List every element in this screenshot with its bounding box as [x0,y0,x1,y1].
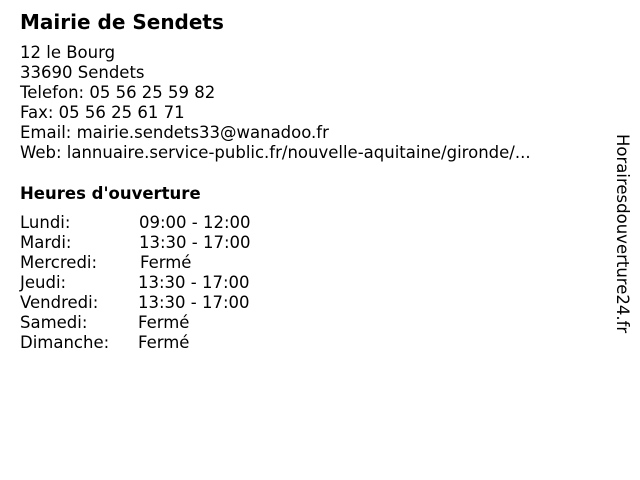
phone-number: Telefon: 05 56 25 59 82 [20,83,216,102]
time-value: 13:30 - 17:00 [139,233,251,252]
opening-hours-heading: Heures d'ouverture [20,184,201,203]
time-value: 09:00 - 12:00 [139,213,251,232]
contact-block [20,43,531,163]
email-address: Email: mairie.sendets33@wanadoo.fr [20,123,329,142]
time-value: 13:30 - 17:00 [138,293,250,312]
time-value: Fermé [138,313,190,332]
hours-row-thursday [20,273,320,293]
hours-row-friday [20,293,320,313]
address-street: 12 le Bourg [20,43,116,62]
hours-row-tuesday [20,233,320,253]
day-label: Mercredi: [20,253,98,272]
hours-row-wednesday [20,253,320,273]
hours-row-monday [20,213,320,233]
watermark-container [612,134,636,374]
day-label: Dimanche: [20,333,110,352]
time-value: Fermé [140,253,192,272]
page-title: Mairie de Sendets [20,10,224,34]
site-watermark: Horairesdouverture24.fr [613,134,632,334]
time-value: Fermé [138,333,190,352]
hours-row-sunday [20,333,320,353]
day-label: Lundi: [20,213,71,232]
day-label: Samedi: [20,313,88,332]
address-city: 33690 Sendets [20,63,145,82]
day-label: Jeudi: [20,273,67,292]
day-label: Vendredi: [20,293,99,312]
opening-hours-table [20,213,320,353]
fax-number: Fax: 05 56 25 61 71 [20,103,185,122]
day-label: Mardi: [20,233,72,252]
hours-row-saturday [20,313,320,333]
time-value: 13:30 - 17:00 [138,273,250,292]
website-link: Web: lannuaire.service-public.fr/nouvelle-aquitaine/gironde/... [20,143,531,162]
